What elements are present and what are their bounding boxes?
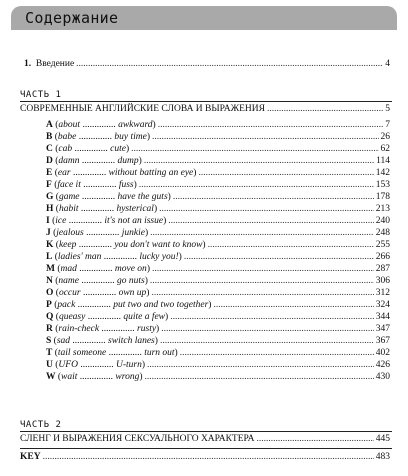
toc-entry-first: face it bbox=[57, 180, 81, 190]
toc-entry-letter: I bbox=[46, 216, 50, 226]
toc-entry-page: 248 bbox=[375, 228, 390, 238]
dot-leader bbox=[150, 228, 374, 239]
toc-entry-letter: K bbox=[46, 240, 54, 250]
toc-entry-last: switch lanes bbox=[108, 336, 155, 346]
toc-entry-label: B (babe .............. buy time) bbox=[46, 132, 150, 142]
dot-leader bbox=[180, 348, 374, 359]
part1-title-row[interactable] bbox=[20, 104, 390, 115]
toc-entry-row[interactable] bbox=[46, 276, 390, 287]
part1-divider bbox=[20, 101, 392, 102]
dot-leader bbox=[159, 204, 374, 215]
toc-entry-row[interactable] bbox=[46, 324, 390, 335]
toc-entry-last: U-turn bbox=[115, 360, 142, 370]
toc-entry-last: you don't want to know bbox=[114, 240, 203, 250]
part2-title-row[interactable] bbox=[20, 434, 390, 445]
dot-leader bbox=[158, 120, 384, 131]
toc-entry-letter: T bbox=[46, 348, 53, 358]
toc-entry-row[interactable] bbox=[46, 132, 390, 143]
dot-leader bbox=[256, 434, 373, 445]
toc-entry-page: 306 bbox=[375, 276, 390, 286]
toc-entry-label: I (ice .............. it's not an issue) bbox=[46, 216, 167, 226]
part2-title: СЛЕНГ И ВЫРАЖЕНИЯ СЕКСУАЛЬНОГО ХАРАКТЕРА bbox=[20, 434, 255, 444]
toc-entry-first: jealous bbox=[56, 228, 84, 238]
toc-entry-last: rusty bbox=[137, 324, 157, 334]
toc-entry-row[interactable] bbox=[46, 204, 390, 215]
toc-entry-last: move on bbox=[114, 264, 147, 274]
toc-entry-label: C (cab .............. cute) bbox=[46, 144, 130, 154]
key-title: KEY bbox=[20, 452, 41, 462]
toc-entry-page: 312 bbox=[375, 288, 390, 298]
toc-entry-first: pack bbox=[57, 300, 76, 310]
dot-leader bbox=[184, 252, 374, 263]
toc-entry-first: tail someone bbox=[57, 348, 107, 358]
dot-leader bbox=[161, 324, 374, 335]
toc-entry-row[interactable] bbox=[46, 312, 390, 323]
toc-intro-row[interactable] bbox=[24, 59, 390, 70]
toc-entry-letter: R bbox=[46, 324, 53, 334]
toc-entry-first: damn bbox=[58, 156, 80, 166]
toc-entry-letter: E bbox=[46, 168, 53, 178]
dot-leader bbox=[43, 452, 374, 463]
toc-entry-last: quite a few bbox=[123, 312, 166, 322]
key-row[interactable] bbox=[20, 452, 390, 463]
toc-intro-number: 1. bbox=[24, 59, 32, 69]
toc-entry-letter: S bbox=[46, 336, 52, 346]
toc-entry-first: rain-check bbox=[58, 324, 100, 334]
toc-entry-row[interactable] bbox=[46, 180, 390, 191]
toc-entry-page: 153 bbox=[375, 180, 390, 190]
toc-intro-title: Введение bbox=[35, 59, 75, 69]
toc-entry-first: ladies' man bbox=[57, 252, 102, 262]
dot-leader bbox=[144, 156, 374, 167]
toc-entry-last: buy time bbox=[114, 132, 147, 142]
toc-entry-page: 240 bbox=[375, 216, 390, 226]
toc-entry-row[interactable] bbox=[46, 120, 390, 131]
toc-entry-label: U (UFO .............. U-turn) bbox=[46, 360, 145, 370]
toc-entry-row[interactable] bbox=[46, 348, 390, 359]
toc-entry-row[interactable] bbox=[46, 168, 390, 179]
dot-leader bbox=[131, 144, 378, 155]
toc-entry-last: it's not an issue bbox=[104, 216, 164, 226]
toc-entry-page: 367 bbox=[375, 336, 390, 346]
toc-entry-page: 287 bbox=[375, 264, 390, 274]
dot-leader bbox=[168, 216, 373, 227]
toc-entry-letter: C bbox=[46, 144, 53, 154]
toc-entry-label: T (tail someone .............. turn out) bbox=[46, 348, 178, 358]
toc-entry-last: hysterical bbox=[116, 204, 154, 214]
dot-leader bbox=[151, 288, 373, 299]
toc-entry-page: 344 bbox=[375, 312, 390, 322]
toc-entry-last: without batting an eye bbox=[108, 168, 194, 178]
toc-entry-page: 7 bbox=[385, 120, 390, 130]
toc-entry-last: put two and two together bbox=[113, 300, 209, 310]
toc-entry-row[interactable] bbox=[46, 156, 390, 167]
toc-entry-label: K (keep .............. you don't want to know) bbox=[46, 240, 206, 250]
toc-entry-first: ice bbox=[55, 216, 67, 226]
toc-entry-row[interactable] bbox=[46, 252, 390, 263]
toc-entry-label: R (rain-check .............. rusty) bbox=[46, 324, 160, 334]
toc-entry-letter: P bbox=[46, 300, 52, 310]
toc-entry-row[interactable] bbox=[46, 240, 390, 251]
toc-entry-first: about bbox=[58, 120, 81, 130]
part2-label: ЧАСТЬ 2 bbox=[20, 420, 62, 430]
toc-entry-page: 255 bbox=[375, 240, 390, 250]
dot-leader bbox=[152, 264, 374, 275]
toc-entry-letter: D bbox=[46, 156, 53, 166]
toc-entry-letter: F bbox=[46, 180, 52, 190]
dot-leader bbox=[147, 360, 374, 371]
toc-entry-letter: H bbox=[46, 204, 54, 214]
dot-leader bbox=[208, 240, 374, 251]
toc-entry-letter: U bbox=[46, 360, 53, 370]
toc-entry-first: mad bbox=[60, 264, 77, 274]
toc-entry-row[interactable] bbox=[46, 336, 390, 347]
toc-entry-last: lucky you! bbox=[139, 252, 179, 262]
toc-entry-row[interactable] bbox=[46, 372, 390, 383]
toc-entry-letter: O bbox=[46, 288, 54, 298]
toc-entry-page: 347 bbox=[375, 324, 390, 334]
toc-entry-row[interactable] bbox=[46, 144, 390, 155]
toc-entry-last: dump bbox=[117, 156, 139, 166]
toc-entry-label: M (mad .............. move on) bbox=[46, 264, 150, 274]
toc-entry-last: own up bbox=[118, 288, 147, 298]
toc-entry-label: O (occur .............. own up) bbox=[46, 288, 150, 298]
toc-entry-row[interactable] bbox=[46, 300, 390, 311]
toc-entry-row[interactable] bbox=[46, 264, 390, 275]
toc-entry-last: fuss bbox=[118, 180, 134, 190]
toc-entry-letter: N bbox=[46, 276, 53, 286]
toc-entry-last: go nuts bbox=[117, 276, 145, 286]
toc-entry-first: queasy bbox=[58, 312, 86, 322]
toc-entry-label: D (damn .............. dump) bbox=[46, 156, 142, 166]
toc-entry-letter: L bbox=[46, 252, 53, 262]
toc-entry-page: 426 bbox=[375, 360, 390, 370]
toc-entry-first: keep bbox=[58, 240, 77, 250]
toc-entry-page: 114 bbox=[376, 156, 390, 166]
toc-entry-label: H (habit .............. hysterical) bbox=[46, 204, 158, 214]
toc-entry-letter: Q bbox=[46, 312, 54, 322]
toc-entry-page: 266 bbox=[375, 252, 390, 262]
toc-entry-first: habit bbox=[58, 204, 79, 214]
toc-entry-last: turn out bbox=[144, 348, 175, 358]
toc-entry-label: W (wait .............. wrong) bbox=[46, 372, 143, 382]
toc-entry-label: E (ear .............. without batting an eye) bbox=[46, 168, 197, 178]
key-page: 483 bbox=[375, 452, 390, 462]
key-divider bbox=[20, 448, 392, 449]
toc-entry-page: 430 bbox=[375, 372, 390, 382]
toc-entry-page: 324 bbox=[375, 300, 390, 310]
toc-entry-letter: A bbox=[46, 120, 53, 130]
dot-leader bbox=[267, 104, 383, 115]
part2-divider bbox=[20, 431, 392, 432]
toc-entry-last: junkie bbox=[121, 228, 145, 238]
toc-entry-first: cab bbox=[58, 144, 73, 154]
toc-entry-label: S (sad .............. switch lanes) bbox=[46, 336, 158, 346]
toc-entry-page: 178 bbox=[375, 192, 390, 202]
toc-entry-page: 26 bbox=[380, 132, 390, 142]
dot-leader bbox=[152, 132, 379, 143]
toc-entry-page: 62 bbox=[380, 144, 390, 154]
toc-entry-first: name bbox=[58, 276, 79, 286]
dot-leader bbox=[145, 372, 374, 383]
toc-entry-last: have the guts bbox=[117, 192, 168, 202]
dot-leader bbox=[160, 336, 374, 347]
header-bar bbox=[11, 6, 397, 30]
toc-entry-first: babe bbox=[57, 132, 77, 142]
dot-leader bbox=[170, 312, 374, 323]
toc-entry-letter: B bbox=[46, 132, 53, 142]
dot-leader bbox=[76, 59, 383, 70]
toc-entry-label: L (ladies' man .............. lucky you!) bbox=[46, 252, 182, 262]
part2-page: 445 bbox=[375, 434, 390, 444]
toc-entry-label: F (face it .............. fuss) bbox=[46, 180, 137, 190]
toc-entry-row[interactable] bbox=[46, 192, 390, 203]
toc-entry-first: ear bbox=[57, 168, 71, 178]
toc-entry-label: P (pack .............. put two and two together) bbox=[46, 300, 212, 310]
page-title: Содержание bbox=[25, 9, 119, 27]
toc-entry-label: A (about .............. awkward) bbox=[46, 120, 156, 130]
toc-intro-label bbox=[24, 59, 74, 70]
part1-label: ЧАСТЬ 1 bbox=[20, 90, 62, 100]
toc-intro-page: 4 bbox=[385, 59, 390, 69]
toc-entry-label: G (game .............. have the guts) bbox=[46, 192, 171, 202]
toc-entry-letter: M bbox=[46, 264, 55, 274]
part1-title: СОВРЕМЕННЫЕ АНГЛИЙСКИЕ СЛОВА И ВЫРАЖЕНИЯ bbox=[20, 104, 265, 114]
dot-leader bbox=[213, 300, 373, 311]
toc-entry-letter: W bbox=[46, 372, 56, 382]
toc-entry-letter: J bbox=[46, 228, 51, 238]
dot-leader bbox=[150, 276, 374, 287]
dot-leader bbox=[173, 192, 374, 203]
toc-entry-page: 213 bbox=[375, 204, 390, 214]
toc-entry-row[interactable] bbox=[46, 216, 390, 227]
dot-leader bbox=[139, 180, 374, 191]
toc-entry-first: wait bbox=[61, 372, 78, 382]
toc-entry-label: Q (queasy .............. quite a few) bbox=[46, 312, 169, 322]
toc-entry-row[interactable] bbox=[46, 288, 390, 299]
toc-entry-row[interactable] bbox=[46, 360, 390, 371]
toc-entry-page: 402 bbox=[375, 348, 390, 358]
toc-entry-page: 142 bbox=[375, 168, 390, 178]
toc-entry-label: N (name .............. go nuts) bbox=[46, 276, 148, 286]
part1-page: 5 bbox=[385, 104, 390, 114]
toc-entry-letter: G bbox=[46, 192, 54, 202]
toc-entry-first: sad bbox=[56, 336, 71, 346]
toc-entry-first: occur bbox=[58, 288, 81, 298]
toc-entry-first: game bbox=[58, 192, 80, 202]
toc-entry-last: awkward bbox=[118, 120, 153, 130]
dot-leader bbox=[198, 168, 373, 179]
toc-entry-last: wrong bbox=[115, 372, 140, 382]
toc-entry-last: cute bbox=[110, 144, 126, 154]
toc-entry-label: J (jealous .............. junkie) bbox=[46, 228, 149, 238]
toc-entry-first: UFO bbox=[58, 360, 78, 370]
toc-entry-row[interactable] bbox=[46, 228, 390, 239]
